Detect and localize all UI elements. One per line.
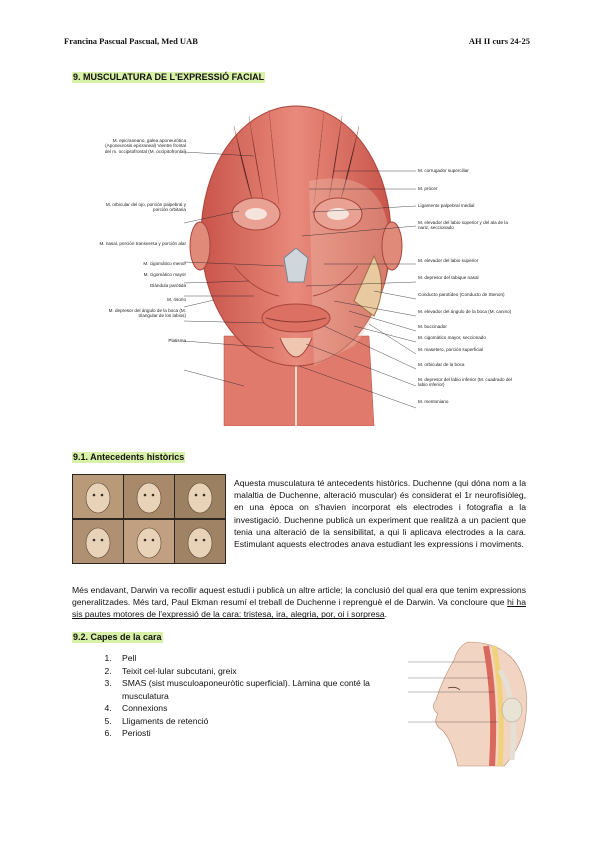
label-cigomatico-seccionado: M. cigomático mayor, seccionado bbox=[418, 335, 486, 340]
list-item: 3. SMAS (sist musculoaponeuròtic superficial). Làmina que conté la musculatura bbox=[114, 677, 404, 702]
label-ligamento-palpebral: Ligamento palpebral medial bbox=[418, 203, 475, 208]
label-risorio: M. risorio bbox=[167, 297, 186, 302]
duchenne-photos bbox=[72, 474, 226, 564]
face-layers-figure bbox=[408, 640, 532, 768]
label-platisma: Platisma bbox=[168, 338, 186, 343]
label-buccinador: M. buccinador bbox=[418, 324, 447, 329]
label-conducto-parotideo: Conducto parotídeo (Conducto de Stenon) bbox=[418, 292, 505, 297]
label-mentoniano: M. mentoniano bbox=[418, 399, 449, 404]
antecedents-p2-text: Més endavant, Darwin va recollir aquest estudi i publicà un altre article; la conclusió del qual era que tenim expressions generalitzades. Més tard, Paul Ekman resumí el treball de Duchenne i reprenguè el de Darwin. Va concloure que bbox=[72, 585, 526, 608]
header-course: AH II curs 24-25 bbox=[468, 36, 530, 46]
list-item: 4. Connexions bbox=[114, 702, 404, 715]
antecedents-paragraph-1: Aquesta musculatura té antecedents històrics. Duchenne (qui dóna nom a la malaltia de Duchenne, alteració muscular) és considerat el 1r neurofisiòleg, en una època on s'havien incorporat els electrodes i fotografia a la investigació. Duchenne publicà un experiment que realitzà a un pacient que tenia una alteració de la sensibilitat, a qui li aplicava electrodes a la cara. Estimulant aquests electrodes anava estudiant les expressions i moviments. bbox=[234, 478, 526, 550]
label-masetero: M. masetero, porción superficial bbox=[418, 347, 484, 352]
label-cigomatico-mayor: M. cigomático mayor bbox=[143, 272, 186, 277]
section-title-musculatura: 9. MUSCULATURA DE L'EXPRESSIÓ FACIAL bbox=[73, 72, 265, 82]
label-procer: M. prócer bbox=[418, 186, 438, 191]
label-cigomatico-menor: M. cigomático menor bbox=[143, 261, 186, 266]
label-elevador-angulo: M. elevador del ángulo de la boca (M. canino) bbox=[418, 309, 512, 314]
antecedents-p2-end: . bbox=[384, 609, 387, 620]
label-nasal: M. nasal, porción transversa y porción alar bbox=[99, 241, 186, 246]
label-elevador-ala-nariz: M. elevador del labio superior y del ala de la nariz, seccionado bbox=[418, 220, 508, 231]
label-depresor-angulo: M. depresor del ángulo de la boca (M. triangular de los labios) bbox=[108, 308, 186, 319]
figure-labels-right bbox=[418, 168, 518, 404]
figure-labels-left bbox=[98, 138, 186, 343]
antecedents-paragraph-2 bbox=[72, 584, 526, 621]
label-elevador-labio-sup: M. elevador del labio superior bbox=[418, 258, 479, 263]
label-parotida: Glándula parótida bbox=[149, 283, 186, 288]
list-item: 1. Pell bbox=[114, 652, 404, 665]
label-orbicular-boca: M. orbicular de la boca bbox=[418, 362, 465, 367]
face-layers-list bbox=[92, 652, 404, 740]
section-title-capes: 9.2. Capes de la cara bbox=[73, 632, 162, 642]
header-author: Francina Pascual Pascual, Med UAB bbox=[64, 36, 198, 46]
label-orbicular-ojo: M. orbicular del ojo, porción palpebral y porción orbitaria bbox=[105, 202, 186, 213]
label-depresor-tabique: M. depresor del tabique nasal bbox=[418, 275, 479, 280]
list-item: 2. Teixit cel·lular subcutani, greix bbox=[114, 665, 404, 678]
label-depresor-labio-inf: M. depresor del labio inferior (M. cuadrado del labio inferior) bbox=[418, 377, 512, 388]
list-item: 6. Periosti bbox=[114, 727, 404, 740]
antecedents-p2-underlined: hi ha sis pautes motores de l'expressió de la cara: tristesa, ira, alegria, por, oi i sorpresa bbox=[72, 597, 526, 620]
label-epicraneano: M. epicraneano, galea aponeurótica (Aponeurosis epicraneal) Vientre frontal del m. occipitofrontal (M. occipitofrontal) bbox=[104, 138, 186, 154]
section-title-antecedents: 9.1. Antecedents històrics bbox=[73, 452, 185, 462]
label-corrugador: M. corrugador superciliar bbox=[418, 168, 469, 173]
list-item: 5. Lligaments de retenció bbox=[114, 715, 404, 728]
